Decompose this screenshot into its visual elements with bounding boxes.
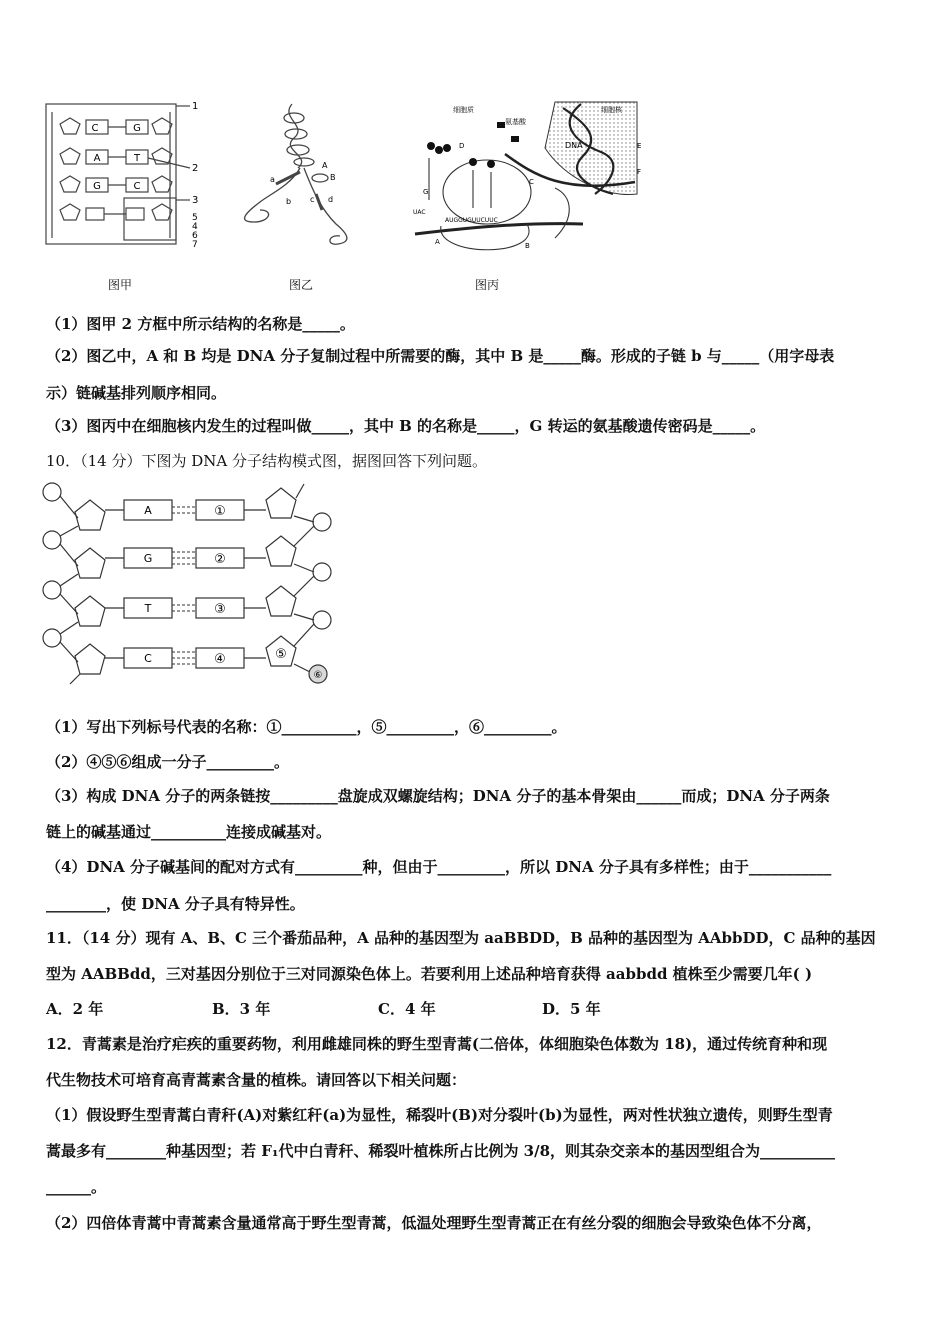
base-G: G <box>143 552 153 565</box>
dna-structure-svg <box>40 478 340 688</box>
jia-base-0: C <box>91 123 99 134</box>
q11-option-d: D．5 年 <box>542 1000 601 1018</box>
jia-base-3: T <box>133 153 141 164</box>
figure-bing <box>405 98 645 258</box>
q10-title-text: 10．（14 分）下图为 DNA 分子结构模式图，据图回答下列问题。 <box>46 452 487 470</box>
caption-jia: 图甲 <box>108 278 133 292</box>
jia-base-2: A <box>93 153 101 164</box>
q12-line2: 代生物技术可培育高青蒿素含量的植株。请回答以下相关问题： <box>46 1071 467 1089</box>
q12-part2: （2）四倍体青蒿中青蒿素含量通常高于野生型青蒿，低温处理野生型青蒿正在有丝分裂的细胞会导致染色体不分离， <box>46 1214 822 1232</box>
q10-part1: （1）写出下列标号代表的名称：①__________，⑤_________，⑥_________。 <box>46 718 567 736</box>
bing-label-B: B <box>525 242 530 250</box>
bing-label-amino-acid: 氨基酸 <box>505 118 526 126</box>
strand-right <box>304 168 347 244</box>
q9-part2: （2）图乙中，A 和 B 均是 DNA 分子复制过程中所需要的酶，其中 B 是_____酶。形成的子链 b 与_____（用字母表 <box>46 347 835 365</box>
q10-part2: （2）④⑤⑥组成一分子_________。 <box>46 753 289 771</box>
jia-num-7: 7 <box>192 240 198 250</box>
q9-part2-cont: 示）链碱基排列顺序相同。 <box>46 384 227 402</box>
arrow-curve <box>555 188 569 238</box>
jia-num-3: 3 <box>192 195 199 206</box>
jia-base-5: C <box>133 181 141 192</box>
q11-line1: 11．（14 分）现有 A、B、C 三个番茄品种，A 品种的基因型为 aaBBDD，B 品种的基因型为 AAbbDD，C 品种的基因 <box>46 929 876 947</box>
base-C: C <box>144 652 152 665</box>
bing-label-A: A <box>435 238 440 246</box>
caption-bing: 图丙 <box>475 278 500 292</box>
jia-num-5: 5 <box>192 213 198 223</box>
yi-label-B: B <box>330 173 336 182</box>
yi-label-a: a <box>270 175 275 184</box>
q10-part4: （4）DNA 分子碱基间的配对方式有_________种，但由于_________，所以 DNA 分子具有多样性；由于___________ <box>46 858 832 876</box>
mark-3: ③ <box>214 602 226 617</box>
q9-part1: （1）图甲 2 方框中所示结构的名称是_____。 <box>46 315 355 333</box>
yi-label-b: b <box>286 197 292 206</box>
jia-num-4: 4 <box>192 222 198 232</box>
dna-structure-figure <box>40 478 340 688</box>
bing-label-D: D <box>459 142 465 150</box>
bing-label-G: G <box>423 188 429 196</box>
bing-label-E: E <box>637 142 642 150</box>
mark-1: ① <box>214 504 226 519</box>
bing-label-cytoplasm: 细胞质 <box>453 106 474 114</box>
yi-label-A: A <box>322 161 328 170</box>
bing-label-dna: DNA <box>565 141 583 150</box>
q10-part3-cont: 链上的碱基通过__________连接成碱基对。 <box>46 823 332 841</box>
figure-jia-svg <box>40 98 210 258</box>
caption-yi: 图乙 <box>289 278 314 292</box>
mark-2: ② <box>214 552 226 567</box>
jia-base-1: G <box>133 123 141 134</box>
figure-jia <box>40 98 210 258</box>
q11-option-a: A．2 年 <box>46 1000 104 1018</box>
jia-num-1: 1 <box>192 101 199 112</box>
q10-part3: （3）构成 DNA 分子的两条链按_________盘旋成双螺旋结构；DNA 分子的基本骨架由______而成；DNA 分子两条 <box>46 787 830 805</box>
q12-line1: 12．青蒿素是治疗疟疾的重要药物，利用雌雄同株的野生型青蒿(二倍体，体细胞染色体数为 18)，通过传统育种和现 <box>46 1035 828 1053</box>
bing-label-F: F <box>637 168 642 176</box>
outer-frame <box>46 104 176 244</box>
figure-bing-svg <box>405 98 645 258</box>
figure-yi-svg <box>230 98 360 258</box>
jia-num-2: 2 <box>192 163 199 174</box>
jia-num-6: 6 <box>192 231 198 241</box>
q11-option-c: C．4 年 <box>378 1000 436 1018</box>
base-A: A <box>144 504 152 517</box>
q12-part1: （1）假设野生型青蒿白青秆(A)对紫红秆(a)为显性，稀裂叶(B)对分裂叶(b)为显性，两对性状独立遗传，则野生型青 <box>46 1106 833 1124</box>
base-T: T <box>144 602 152 615</box>
yi-label-d: d <box>328 195 334 204</box>
figure-yi <box>230 98 360 258</box>
mark-6: ⑥ <box>313 670 323 681</box>
q12-part1-end: ______。 <box>46 1178 107 1196</box>
jia-base-4: G <box>93 181 101 192</box>
bing-label-C: C <box>529 178 534 186</box>
mark-4: ④ <box>214 652 226 667</box>
bing-label-codons: AUGGUGUUCUUC <box>445 217 498 224</box>
q11-line2: 型为 AABBdd，三对基因分别位于三对同源染色体上。若要利用上述品种培育获得 aabbdd 植株至少需要几年( ) <box>46 965 813 983</box>
q9-part3: （3）图丙中在细胞核内发生的过程叫做_____，其中 B 的名称是_____，G 转运的氨基酸遗传密码是_____。 <box>46 417 766 435</box>
q10-part4-cont: ________，使 DNA 分子具有特异性。 <box>46 895 305 913</box>
yi-label-c: c <box>310 195 315 204</box>
ribosome-small <box>443 160 531 224</box>
q11-option-b: B．3 年 <box>212 1000 271 1018</box>
mark-5: ⑤ <box>275 647 287 662</box>
q10-title <box>46 451 487 471</box>
bing-label-uac: UAC <box>413 209 426 216</box>
q12-part1-cont: 蒿最多有________种基因型；若 F₁代中白青秆、稀裂叶植株所占比例为 3/8，则其杂交亲本的基因型组合为__________ <box>46 1142 836 1160</box>
bing-label-nucleus: 细胞核 <box>601 106 622 114</box>
